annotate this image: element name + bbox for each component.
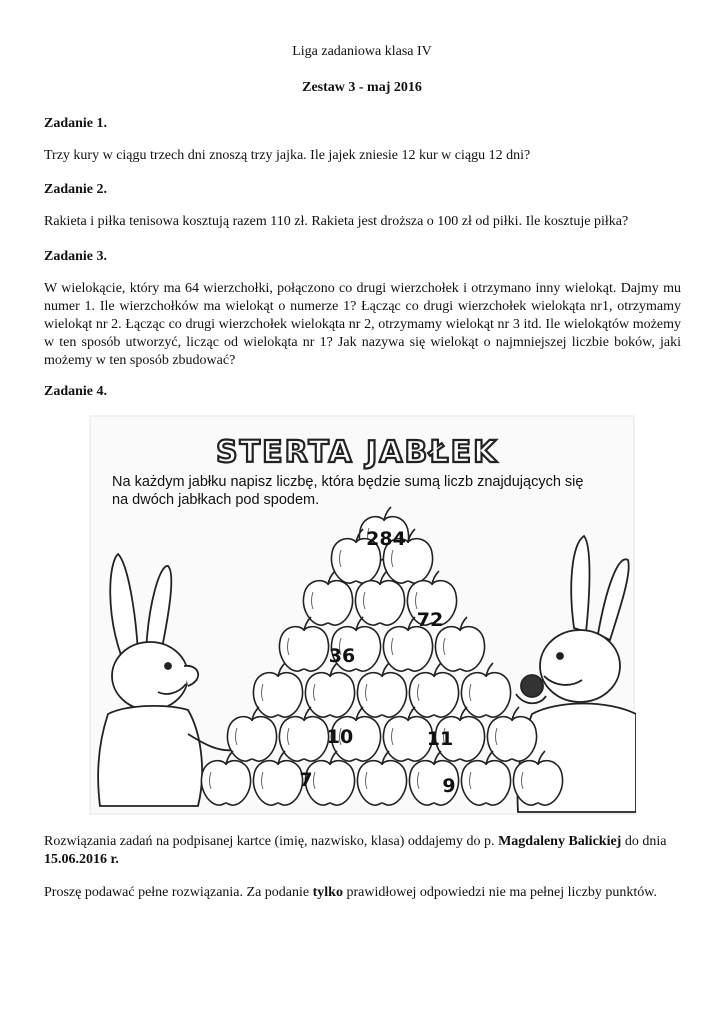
apple-number-row5-right: 11	[426, 728, 454, 750]
worksheet-subtitle: Zestaw 3 - maj 2016	[302, 80, 422, 95]
teacher-name: Magdaleny Balickiej	[498, 834, 622, 849]
task-1-heading: Zadanie 1.	[44, 116, 108, 131]
scoring-note	[44, 884, 684, 902]
task-1-text: Trzy kury w ciągu trzech dni znoszą trzy jajka. Ile jajek zniesie 12 kur w ciągu 12 dni?	[44, 148, 531, 163]
worksheet-title: Liga zadaniowa klasa IV	[292, 44, 432, 59]
apple-number-bottom-left: 7	[299, 769, 313, 791]
apple-number-row5-left: 10	[326, 726, 354, 748]
apple-number-bottom-right: 9	[442, 775, 456, 797]
submission-note	[44, 833, 684, 869]
apple-pyramid-illustration	[88, 414, 636, 816]
apple-pyramid-figure	[88, 414, 636, 816]
apple-number-top: 284	[366, 528, 406, 550]
scoring-note-emphasis: tylko	[312, 885, 343, 900]
submission-note-text: Rozwiązania zadań na podpisanej kartce (imię, nazwisko, klasa) oddajemy do p.	[44, 834, 499, 849]
task-4-heading: Zadanie 4.	[44, 384, 108, 399]
figure-title: STERTA JABŁEK	[216, 435, 499, 470]
task-2-text: Rakieta i piłka tenisowa kosztują razem 110 zł. Rakieta jest droższa o 100 zł od piłki. Ile kosztuje piłka?	[44, 214, 629, 229]
scoring-note-text: Proszę podawać pełne rozwiązania. Za podanie	[44, 885, 313, 900]
scoring-note-text-2: prawidłowej odpowiedzi nie ma pełnej liczby punktów.	[342, 885, 657, 900]
apple-number-row2-right: 72	[416, 609, 444, 631]
submission-note-text-2: do dnia	[621, 834, 667, 849]
task-3-heading: Zadanie 3.	[44, 249, 108, 264]
figure-instruction-line-2: na dwóch jabłkach pod spodem.	[112, 492, 320, 508]
figure-instruction-line-1: Na każdym jabłku napisz liczbę, która będzie sumą liczb znajdujących się	[112, 474, 584, 490]
due-date: 15.06.2016 r.	[44, 852, 119, 867]
task-3-text: W wielokącie, który ma 64 wierzchołki, połączono co drugi wierzchołek i otrzymano inny wielokąt. Dajmy mu numer 1. Ile wierzchołków ma wielokąt o numerze 1? Łącząc co drugi wierzchołek wielokąta nr1, otrzymamy wielokąt nr 2. Łącząc co drugi wierzchołek wielokąta nr 2, otrzymamy wielokąt nr 3 itd. Ile wielokątów możemy w ten sposób utworzyć, licząc od wielokąta nr 1? Jak nazywa się wielokąt o najmniejszej liczbie boków, jaki możemy w ten sposób zbudować?	[44, 281, 681, 368]
apple-number-row3-left: 36	[328, 645, 356, 667]
task-2-heading: Zadanie 2.	[44, 182, 108, 197]
